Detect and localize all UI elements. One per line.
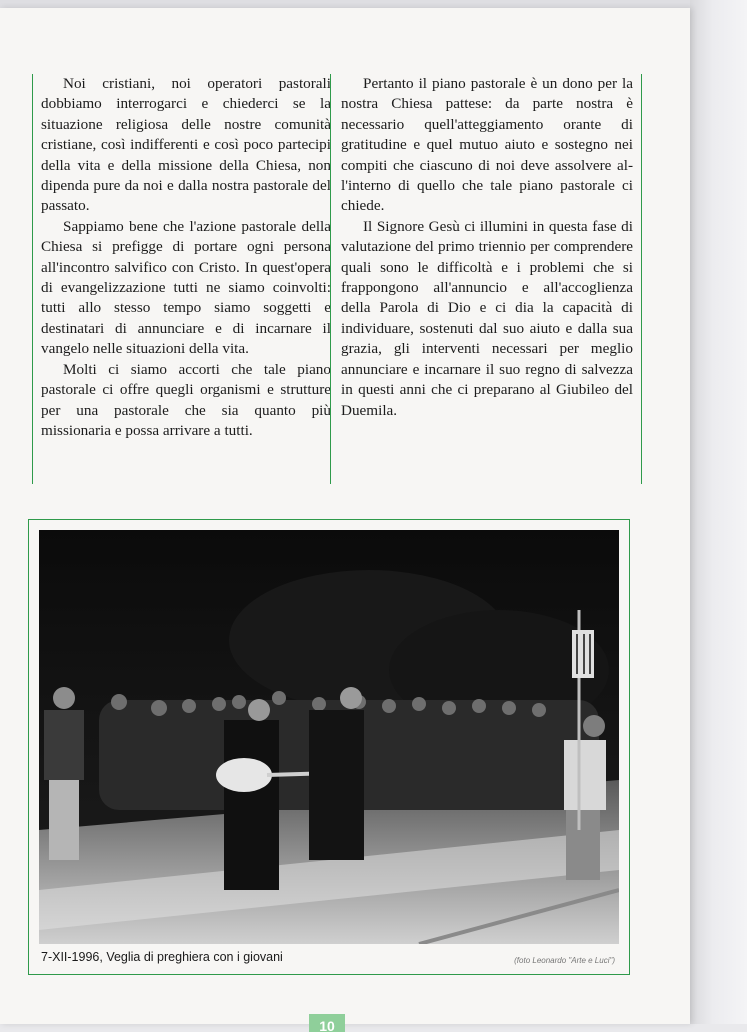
page-number: 10	[309, 1014, 345, 1032]
photo-caption: 7-XII-1996, Veglia di preghiera con i giovani	[41, 950, 283, 964]
paragraph: Il Signore Gesù ci illumini in questa fase di valutazione del primo triennio per comprendere quali sono le difficoltà e i problemi che si frappongono all'annuncio e all'accoglienza della Parola di Dio e ci dia la capacità di individuare, sostenuti dal suo aiuto e dalla sua grazia, gli interventi necessari per meglio annunciare e incarnare il suo regno di salvezza in questi anni che ci preparano al Giubileo del Duemila.	[341, 217, 633, 419]
photo-frame	[28, 519, 630, 975]
scan-top-edge	[0, 0, 690, 8]
photo-illustration	[39, 530, 619, 944]
photo-credit: (foto Leonardo "Arte e Luci")	[514, 956, 615, 965]
paragraph: Noi cristiani, noi operatori pastorali dobbiamo interrogarci e chiederci se la situazione religiosa delle nostre comunità cristiane, così indifferenti e così poco partecipi della vita e della missione della Chiesa, non dipenda pure da noi e dalla nostra pastorale del passato.	[41, 75, 331, 215]
prayer-vigil-photo	[39, 530, 619, 944]
paragraph: Sappiamo bene che l'azione pastorale della Chiesa si prefigge di portare ogni persona all'incontro salvifico con Cristo. In quest'opera di evangelizzazione tutti ne siamo coinvolti: tutti allo stesso tempo siamo soggetti e destinatari di annunciare e di incarnare il vangelo nelle situazioni della vita.	[41, 217, 331, 358]
paragraph: Molti ci siamo accorti che tale piano pastorale ci offre quegli organismi e strutture per una pastorale che sia quanto più missionaria e possa arrivare a tutti.	[41, 360, 331, 439]
right-text-column	[330, 74, 642, 484]
scan-right-margin	[690, 0, 747, 1024]
left-text-column	[32, 74, 331, 484]
paragraph: Pertanto il piano pastorale è un dono per la nostra Chiesa pattese: da parte nostra è necessario quell'atteggiamento orante di gratitudine e quel mutuo aiuto e sostegno nei compiti che ciascuno di noi deve assolvere all'interno di quello che tale piano pastorale ci chiede.	[341, 75, 633, 215]
magazine-page	[0, 8, 690, 1032]
